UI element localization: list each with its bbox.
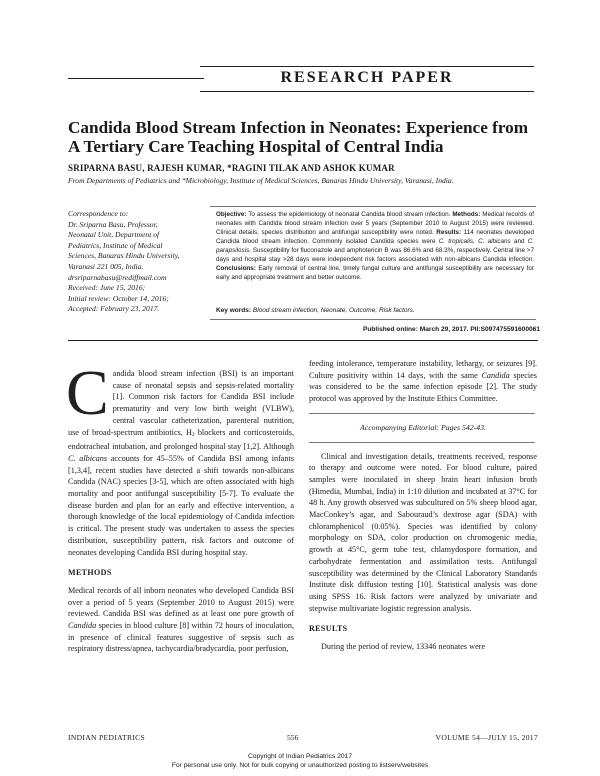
objective-label: Objective: (216, 211, 247, 218)
intro-text: blockers and corticosteroids, endotracheal intubation, and prolonged hospital stay [1,2]. Although (68, 427, 294, 452)
body-column-left (66, 357, 294, 655)
methods-body: species was considered to be the same infection episode [2]. The study protocol was approved by the Institute Ethics Committee. (309, 370, 537, 404)
corr-line: Neonatal Unit, Department of (68, 230, 160, 240)
methods-body: Medical records of all inborn neonates who developed Candida BSI over a period of 5 years (September 2010 to August 2015) were reviewed. Candida BSI was defined as at least one pure growth of (68, 585, 294, 619)
keywords-text: Blood stream infection, Neonate, Outcome, Risk factors. (252, 307, 415, 314)
results-text: Susceptibility for fluconazole and amphotericin B was 86.6% and 68.3%, respectively. Central line >7 days and hospital stay >28 days were independent risk factors associated with non-albicans Candida infection. (216, 247, 534, 263)
methods-heading: METHODS (68, 568, 112, 578)
corr-line: Varanasi 221 005, India. (68, 261, 144, 271)
journal-name: INDIAN PEDIATRICS (68, 733, 146, 742)
conclusions-text: Early removal of central line, timely fungal culture and antifungal susceptibility are necessary for early and appropriate treatment and better outcome. (216, 265, 534, 281)
drop-cap: C (66, 357, 109, 428)
article-title: Candida Blood Stream Infection in Neonates: Experience from A Tertiary Care Teaching Hospital of Central India (68, 118, 529, 156)
editorial-rule-bottom (309, 442, 535, 443)
methods-text: Medical records of neonates with Candida blood stream infection over 5 years (September 2010 to August 2015) were reviewed. Clinical details, species distribution and antifungal susceptibility were noted. (216, 211, 535, 236)
results-species: C. parapsilosis. (216, 238, 535, 254)
header-rule-left (68, 78, 204, 79)
body-column-right (309, 358, 537, 653)
abstract-rule-bottom (210, 319, 536, 320)
corr-line: Dr. Sriparna Basu, Professor, (68, 219, 158, 229)
methods-body: species in blood culture [8] within 72 hours of inoculation, in presence of clinical features suggestive of sepsis such as respiratory distress/apnea, tachycardia/bradycardia, poor perfusion, (68, 621, 294, 654)
corr-line: Initial review: October 14, 2016; (68, 293, 169, 303)
methods-continued (309, 358, 537, 405)
methods-label: Methods: (452, 211, 481, 218)
usage-notice: For personal use only. Not for bulk copying or unauthorized posting to listserv/websites (171, 761, 429, 769)
methods-body: feeding intolerance, temperature instability, lethargy, or seizures [9]. Culture positivity within 14 days, with the same (309, 359, 537, 380)
abstract-rule-top (210, 206, 536, 207)
abstract (216, 210, 534, 282)
corr-line: Received: June 15, 2016; (68, 283, 146, 293)
results-label: Results: (436, 229, 462, 236)
species-name: Candida (481, 370, 510, 380)
species-name: C. albicans (68, 453, 108, 463)
author-list: SRIPARNA BASU, RAJESH KUMAR, *RAGINI TILAK AND ASHOK KUMAR (68, 163, 395, 173)
corr-line: Correspondence to: (68, 209, 129, 218)
conclusions-label: Conclusions: (216, 265, 256, 272)
editorial-rule-top (309, 413, 535, 414)
accompanying-editorial: Accompanying Editorial: Pages 542-43. (359, 422, 487, 432)
results-and: and (513, 238, 525, 245)
corr-email[interactable]: drsriparnabasu@rediffmail.com (68, 272, 167, 282)
published-online: Published online: March 29, 2017. PII:S097475591600061 (362, 326, 540, 333)
copyright: Copyright of Indian Pediatrics 2017 (247, 753, 353, 760)
corr-line: Pediatrics, Institute of Medical (68, 240, 163, 250)
corr-line: Accepted: February 23, 2017. (68, 304, 160, 314)
results-heading: RESULTS (309, 624, 348, 634)
keywords (216, 307, 536, 314)
objective-text: To assess the epidemiology of neonatal Candida blood stream infection. (248, 211, 451, 218)
methods-paragraph (68, 585, 294, 655)
page-number: 556 (287, 733, 299, 742)
results-species: C. tropicalis, C. albicans (438, 238, 511, 245)
species-name: Candida (68, 621, 97, 631)
results-text: 114 neonates developed Candida blood stream infection. Commonly isolated Candida species were (216, 229, 535, 245)
copyright-notice (0, 753, 600, 770)
volume-date: VOLUME 54—JULY 15, 2017 (435, 733, 538, 742)
corr-line: Sciences, Banaras Hindu University, (68, 251, 180, 261)
subscript: 2 (191, 431, 195, 438)
divider (68, 340, 538, 341)
intro-text: andida blood stream infection (BSI) is an important cause of neonatal sepsis and sepsis-related mortality [1]. Common risk factors for Candida BSI include prematurity and very low birth weight (VLBW), central vascular catheterization, parenteral nutrition, use of broad-spectrum antibiotics, H (68, 369, 294, 437)
results-paragraph: During the period of review, 13346 neonates were (321, 642, 486, 652)
affiliation: From Departments of Pediatrics and *Microbiology, Institute of Medical Sciences, Banaras Hindu University, Varanasi, India. (68, 176, 454, 185)
intro-paragraph (66, 357, 294, 558)
keywords-label: Key words: (216, 307, 252, 314)
intro-text: accounts for 45–55% of Candida BSI among infants [1,3,4], recent studies have detected a shift towards non-albicans Candida (NAC) species [3-5], which are often associated with high mortality and poor antifungal susceptibility [5-7]. To evaluate the disease burden and plan for an early and effective intervention, a thorough knowledge of the local epidemiology of Candida infection is critical. The present study was undertaken to assess the species distribution, susceptibility pattern, risk factors and outcome of neonates developing Candida BSI during hospital stay. (68, 453, 294, 557)
methods-paragraph: Clinical and investigation details, treatments received, response to therapy and outcome were noted. For blood culture, paired samples were inoculated in sheep brain heart infusion broth (Himedia, Mumbai, India) in 1:10 dilution and incubated at 37°C for 48 h. Any growth observed was subcultured on 5% sheep blood agar, MacConkey’s agar, and Sabouraud’s dextrose agar (SDA) with chloramphenicol (0.05%). Species was identified by colony morphology on SDA, color production on chromogenic media, growth at 45°C, germ tube test, chlamydospore formation, and carbohydrate fermentation and assimilation tests. Antifungal susceptibility was determined by the Clinical Laboratory Standards Institute disk diffusion testing [10]. Statistical analysis was done using SPSS 16. Risk factors were analyzed by univariate and stepwise multivariate logistic regression analysis. (309, 451, 537, 613)
correspondence-block (68, 209, 208, 315)
section-label: RESEARCH PAPER (280, 69, 454, 86)
